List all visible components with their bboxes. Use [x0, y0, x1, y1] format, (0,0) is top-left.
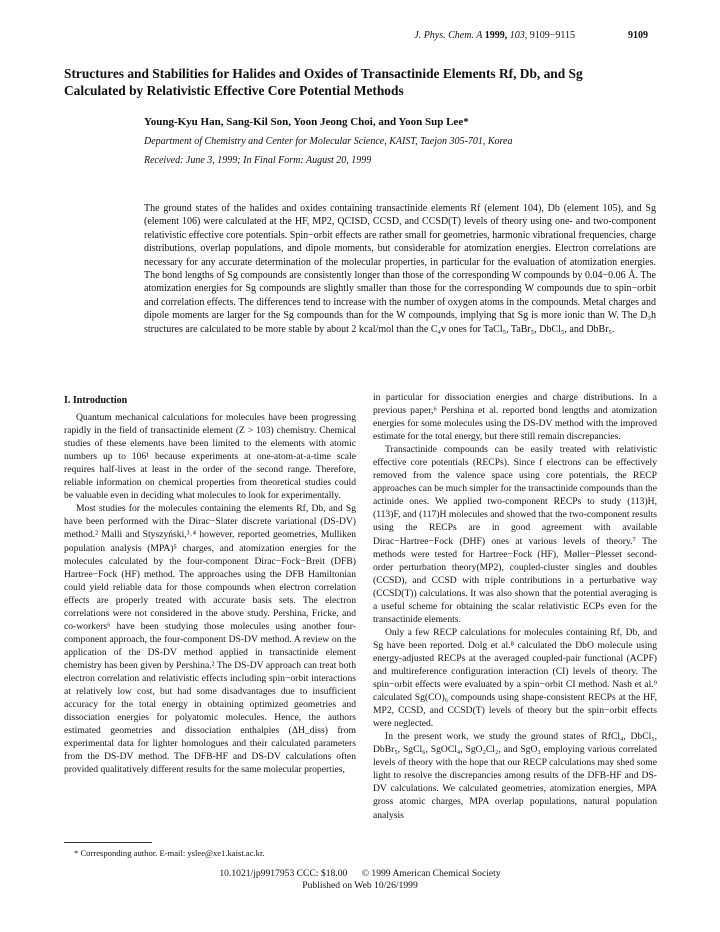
paragraph: Transactinide compounds can be easily treated with relativistic effective core potentials (RECPs). Since f electrons can be effectively removed from the valence space using core potentials, the RECP approaches can be much simpler for the transactinide compounds than the actinide ones. We applied two-component RECPs to study (113)H, (113)F, and (117)H molecules and showed that the two-component results using the RECPs are in good agreement with available Dirac−Hartree−Fock (DHF) ones at various levels of theory.⁷ The methods were tested for Hartree−Fock (HF), Møller−Plesset second-order perturbation theory(MP2), coupled-cluster singles and doubles (CCSD), and CCSD with triple contributions in a perturbative way (CCSD(T)) calculations. It was also shown that the potential averaging is a useful scheme for obtaining the scalar relativistic ECPs even for the transactinide elements. [373, 444, 657, 625]
author-list: Young-Kyu Han, Sang-Kil Son, Yoon Jeong Choi, and Yoon Sup Lee* [144, 116, 469, 128]
copyright-text: © 1999 American Chemical Society [361, 868, 501, 879]
affiliation: Department of Chemistry and Center for Molecular Science, KAIST, Taejon 305-701, Korea [144, 136, 513, 147]
page-number: 9109 [628, 30, 648, 41]
footer-doi-line [0, 868, 720, 879]
article-title [64, 65, 664, 99]
footer-published: Published on Web 10/26/1999 [302, 880, 418, 891]
corresponding-author-footnote: * Corresponding author. E-mail: yslee@xe1.kaist.ac.kr. [74, 848, 265, 858]
doi-text: 10.1021/jp9917953 CCC: $18.00 [219, 868, 348, 879]
paragraph: in particular for dissociation energies and charge distributions. In a previous paper,⁶ Pershina et al. reported bond lengths and atomization energies for some molecules using the DS-DV method with the improved estimate for the total energy, but there still remain discrepancies. [373, 392, 657, 443]
left-column [64, 394, 356, 776]
paragraph: Only a few RECP calculations for molecules containing Rf, Db, and Sg have been reported. Dolg et al.⁸ calculated the DbO molecule using energy-adjusted RECPs at the averaged coupled-pair functional (ACPF) and multireference configuration interaction (CI) levels of theory. The spin−orbit effects were evaluated by a spin−orbit CI method. Nash et al.⁹ calculated Sg(CO)₆ compounds using shape-consistent RECPs at the HF, MP2, CCSD, and CCSD(T) levels of theory but the spin−orbit effects were neglected. [373, 626, 657, 730]
received-dates: Received: June 3, 1999; In Final Form: August 20, 1999 [144, 155, 372, 166]
paragraph: Quantum mechanical calculations for molecules have been progressing rapidly in the field of transactinide element (Z > 103) chemistry. Chemical studies of these elements have been limited to the elements with atomic numbers up to 106¹ because experiments at one-atom-at-a-time scale requires half-lives at least in the order of the second range. Therefore, reliable information on chemical properties from theoretical studies could be valuable even in deciding what molecules to look for experimentally. [64, 412, 356, 502]
paragraph: In the present work, we study the ground states of RfCl₄, DbCl₅, DbBr₅, SgCl₆, SgOCl₄, SgO₂Cl₂, and SgO₃ employing various correlated levels of theory with the hope that our RECP calculations may shed some light to resolve the discrepancies among results of the DFB-HF and DS-DV calculations. We calculated geometries, atomization energies, MPA gross atomic charges, MPA overlap populations, natural population analysis [373, 731, 657, 821]
journal-year: 1999, [484, 30, 508, 41]
running-header [0, 30, 575, 41]
abstract: The ground states of the halides and oxides containing transactinide elements Rf (element 104), Db (element 105), and Sg (element 106) were calculated at the HF, MP2, QCISD, CCSD, and CCSD(T) levels of theory using one- and two-component relativistic effective core potentials. Spin−orbit effects are rather small for geometries, harmonic vibrational frequencies, charge distributions, overlap populations, and dipole moments, but considerable for atomization energies. Electron correlations are necessary for any accurate determination of the molecular properties, in particular for the evaluation of atomization energies. The bond lengths of Sg compounds are consistently longer than those of the corresponding W compounds by 0.04−0.06 Å. The atomization energies for Sg compounds are slightly smaller than those for the corresponding W compounds due to spin−orbit and correlation effects. The differences tend to increase with the number of oxygen atoms in the compounds. Metal charges and dipole moments are larger for the Sg compounds than for the W compounds, implying that Sg is more ionic than W. The D₃h structures are calculated to be more stable by about 2 kcal/mol than the C₄v ones for TaCl₅, TaBr₅, DbCl₅, and DbBr₅. [144, 203, 656, 335]
title-line-2: Calculated by Relativistic Effective Core Potential Methods [64, 83, 404, 98]
journal-volume: 103, [509, 30, 528, 41]
title-line-1: Structures and Stabilities for Halides and Oxides of Transactinide Elements Rf, Db, and Sg [64, 66, 583, 81]
right-column [373, 391, 657, 822]
footnote-divider [64, 842, 152, 843]
journal-name: J. Phys. Chem. A [414, 30, 483, 41]
section-heading: I. Introduction [64, 395, 128, 406]
journal-pages: 9109−9115 [529, 30, 575, 41]
paragraph: Most studies for the molecules containing the elements Rf, Db, and Sg have been performed with the Dirac−Slater discrete variational (DS-DV) method.² Malli and Styszyński,³˒⁴ however, reported geometries, Mulliken population analysis (MPA)⁵ charges, and atomization energies for the molecules calculated by the four-component Dirac−Fock−Breit (DFB) Hartree−Fock (HF) method. The approaches using the DFB Hamiltonian could yield reliable data for those compounds when electron correlation effects are properly treated with accurate basis sets. The electron correlations were not considered in the above study. Pershina, Fricke, and co-workers⁶ have been studying those molecules using another four-component approach, the four-component DS-DV method. A review on the application of the DS-DV method applied in transactinide element chemistry has been given by Pershina.² The DS-DV approach can treat both electron correlation and relativistic effects including spin−orbit interactions at relatively low cost, but had some disadvantages due to insufficient accuracy for the total energy in obtaining optimized geometries and dissociation energies for polyatomic molecules. Hence, the authors estimated geometries and dissociation enthalpies (ΔH_diss) from experimental data for lighter homologues and their calculated parameters from the DS-DV method. The DFB-HF and DS-DV calculations often provided qualitatively different results for the same molecular properties, [64, 503, 356, 776]
